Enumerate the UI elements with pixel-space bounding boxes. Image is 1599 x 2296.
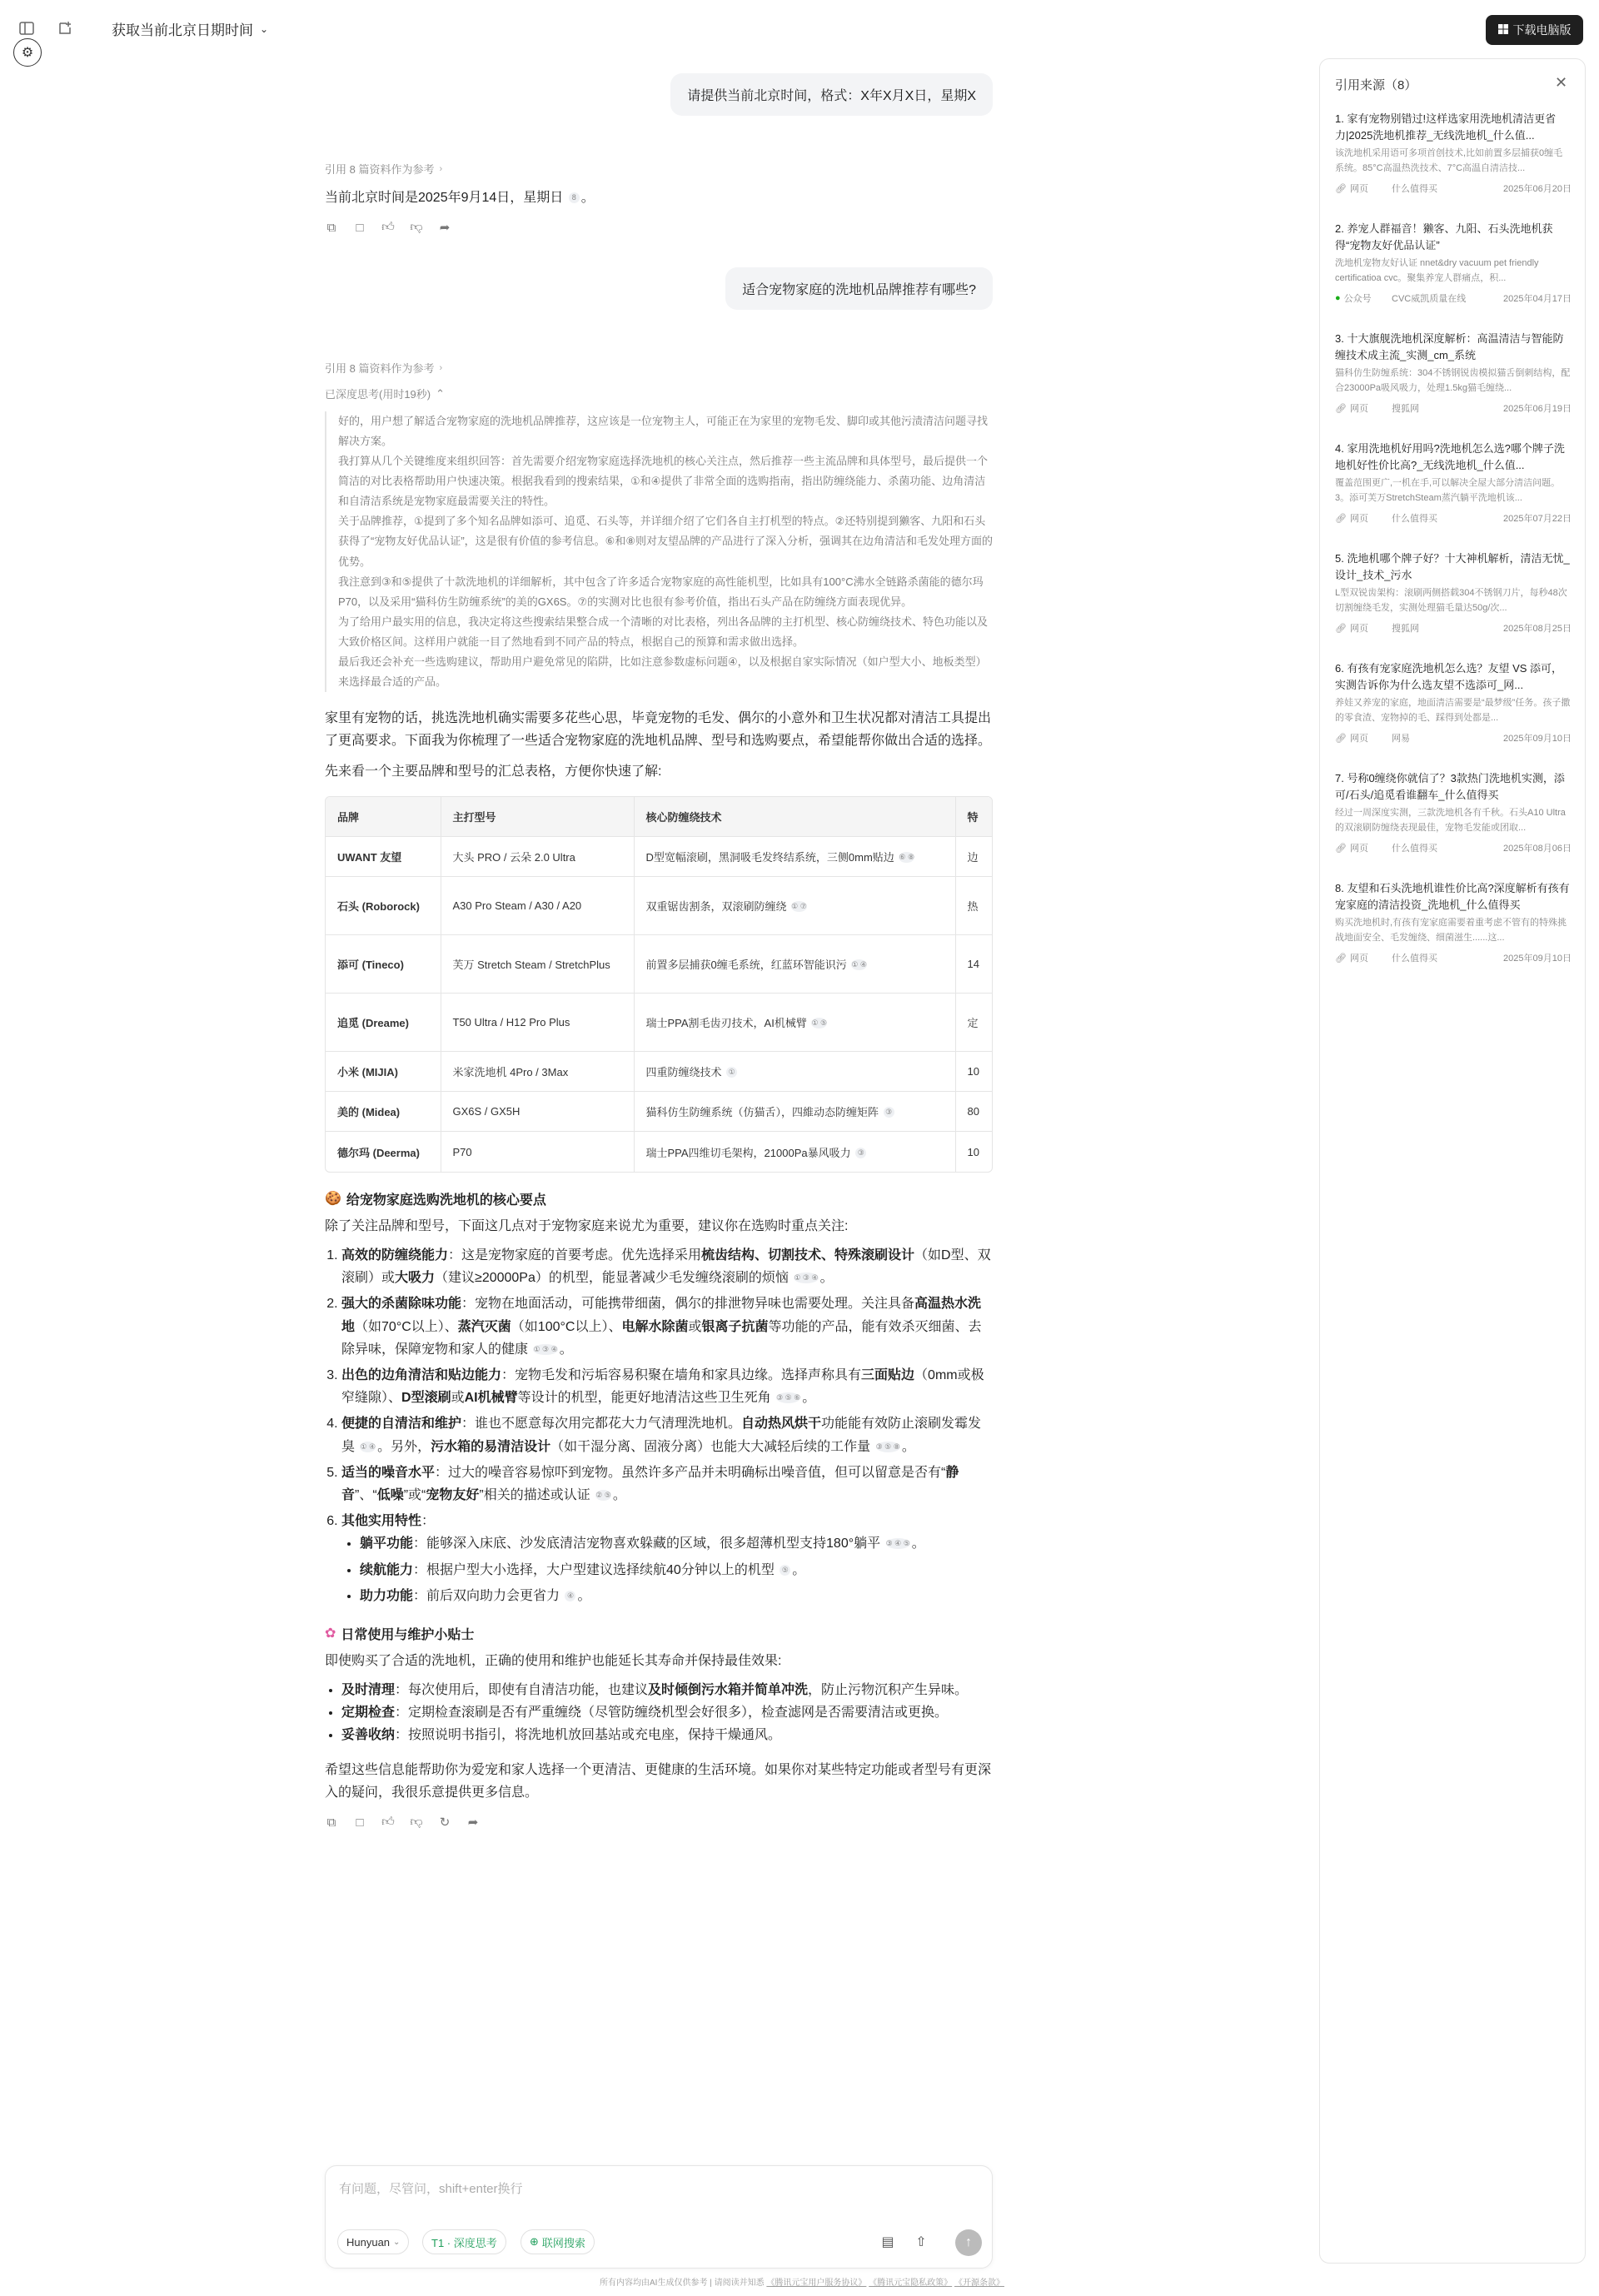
table-cell-tech <box>634 1052 955 1092</box>
citation-badge[interactable]: ③ ④ ⑤ <box>885 1539 910 1548</box>
thumbs-down-icon[interactable]: 👎︎ <box>410 220 423 235</box>
source-site: 什么值得买 <box>1392 844 1437 854</box>
sub-points-list <box>341 1532 993 1607</box>
source-item[interactable] <box>1335 880 1572 964</box>
tech-text: 四重防缠绕技术 <box>645 1066 722 1079</box>
source-desc: 经过一周深度实测，三款洗地机各有千秋。石头A10 Ultra的双滚刷防缠绕表现最佳，宠物毛发能或团取... <box>1335 808 1566 833</box>
thumbs-down-icon[interactable]: 👎︎ <box>410 1815 423 1830</box>
copy-icon[interactable]: ⧉ <box>326 220 336 235</box>
thumbs-up-icon[interactable]: 👍︎ <box>381 1815 395 1830</box>
citation-badge[interactable]: ① ⑦ <box>791 902 807 911</box>
table-row <box>326 1132 992 1172</box>
table-cell-model: 大头 PRO / 云朵 2.0 Ultra <box>441 837 634 877</box>
source-item[interactable] <box>1335 770 1572 854</box>
list-item: • 定期检查：定期检查滚刷是否有严重缠绕（尽管防缠绕机型会好很多），检查滤网是否需要清洁或更换。 <box>341 1701 993 1724</box>
link-icon: 🔗︎ <box>1335 623 1347 634</box>
source-item[interactable] <box>1335 660 1572 745</box>
chat-input-box[interactable] <box>325 2165 993 2269</box>
list-item: • 躺平功能：能够深入床底、沙发底清洁宠物喜欢躲藏的区域，很多超薄机型支持180°躺平 ③ ④ ⑤ 。 <box>360 1532 993 1555</box>
globe-icon: ⊕ <box>530 2235 539 2248</box>
link-icon: 🔗︎ <box>1335 843 1347 854</box>
citation-badge[interactable]: ⑤ <box>780 1565 790 1576</box>
source-date: 2025年06月20日 <box>1503 184 1572 194</box>
table-cell-brand: 美的 (Midea) <box>326 1092 441 1132</box>
table-cell-brand: 追觅 (Dreame) <box>326 994 441 1052</box>
source-item[interactable] <box>1335 111 1572 195</box>
model-selector[interactable] <box>337 2229 409 2254</box>
section-intro: 即使购买了合适的洗地机，正确的使用和维护也能延长其寿命并保持最佳效果: <box>325 1653 782 1668</box>
user-message-2 <box>725 267 993 310</box>
file-upload-icon[interactable]: ⇧ <box>915 2235 927 2249</box>
thinking-paragraph: 最后我还会补充一些选购建议，帮助用户避免常见的陷阱，比如注意参数虚标问题④，以及根据自家实际情况（如户型大小、地板类型）来选择最合适的产品。 <box>338 655 987 688</box>
citation-badge[interactable]: ③ ⑤ ⑧ <box>875 1442 900 1451</box>
table-row <box>326 1092 992 1132</box>
table-cell-model: 米家洗地机 4Pro / 3Max <box>441 1052 634 1092</box>
references-label-1: 引用 8 篇资料作为参考 <box>325 163 435 176</box>
section-heading-text: 给宠物家庭选购洗地机的核心要点 <box>346 1193 546 1208</box>
source-site: CVC威凯质量在线 <box>1392 294 1467 304</box>
chat-input[interactable]: 有问题，尽管问，shift+enter换行 <box>339 2182 523 2196</box>
conversation-title[interactable] <box>112 18 268 39</box>
table-cell-tech <box>634 1132 955 1172</box>
sources-panel <box>1319 58 1586 2264</box>
footer-disclaimer <box>600 2275 1004 2288</box>
source-meta <box>1335 951 1572 964</box>
citation-badge[interactable]: ② ⑤ <box>595 1490 611 1499</box>
list-item: 2. 强大的杀菌除味功能：宠物在地面活动，可能携带细菌，偶尔的排泄物异味也需要处理。关注具备高温热水洗地（如70°C以上）、蒸汽灭菌（如100°C以上）、电解水除菌或银离子抗菌等功能的产品，能有效杀灭细菌、去除异味，保障宠物和家人的健康 ① ③ ④ 。 <box>341 1292 993 1361</box>
source-meta <box>1335 182 1572 195</box>
footer-text: 所有内容均由AI生成仅供参考 | 请阅读并知悉 <box>600 2279 765 2288</box>
table-cell-tech <box>634 877 955 935</box>
citation-badge[interactable]: ③ <box>884 1107 894 1118</box>
table-cell-tech <box>634 994 955 1052</box>
user-message-2-text: 适合宠物家庭的洗地机品牌推荐有哪些? <box>742 283 976 298</box>
tech-text: D型宽幅滚刷，黑洞吸毛发终结系统，三侧0mm贴边 <box>645 851 894 864</box>
source-meta <box>1335 731 1572 745</box>
list-item: 6. 其他实用特性： • 躺平功能：能够深入床底、沙发底清洁宠物喜欢躲藏的区域，很多超薄机型支持180°躺平 ③ ④ ⑤ 。 • 续航能力：根据户型大小选择，大户型建议选择续航40分钟以上的机型 ⑤ 。 • 助力功能：前后双向助力会更省力 ④ 。 <box>341 1510 993 1607</box>
table-cell-brand: 小米 (MIJIA) <box>326 1052 441 1092</box>
brand-comparison-table <box>325 796 993 1173</box>
source-type: 网页 <box>1349 734 1368 744</box>
source-desc: 养娃又养宠的家庭，地面清洁需要是“最梦级”任务。孩子撒的零食渣、宠物掉的毛、踩得到处都是... <box>1335 698 1571 723</box>
chevron-right-icon: › <box>439 362 443 373</box>
table-cell-model: A30 Pro Steam / A30 / A20 <box>441 877 634 935</box>
chevron-down-icon: ⌄ <box>393 2237 401 2247</box>
download-desktop-button[interactable] <box>1486 15 1583 45</box>
source-site: 搜狐网 <box>1392 624 1419 634</box>
source-title: 7. 号称0缠绕你就信了？3款热门洗地机实测，添可/石头/追觅看谁翻车_什么值得买 <box>1335 772 1565 801</box>
arrow-up-icon: ↑ <box>965 2235 972 2249</box>
source-date: 2025年08月25日 <box>1503 624 1572 634</box>
thinking-content <box>325 411 993 692</box>
table-cell-extra: 10 <box>955 1132 992 1172</box>
assistant-message-2 <box>325 360 993 1829</box>
source-title: 8. 友望和石头洗地机谁性价比高?深度解析有孩有宠家庭的清洁投资_洗地机_什么值得买 <box>1335 882 1570 911</box>
closing-text: 希望这些信息能帮助你为爱宠和家人选择一个更清洁、更健康的生活环境。如果你对某些特定功能或者型号有更深入的疑问，我很乐意提供更多信息。 <box>325 1762 992 1800</box>
source-item[interactable] <box>1335 331 1572 415</box>
tech-text: 瑞士PPA四维切毛架构，21000Pa暴风吸力 <box>645 1146 851 1159</box>
source-title: 1. 家有宠物别错过!这样选家用洗地机清洁更省力|2025洗地机推荐_无线洗地机_什么值... <box>1335 112 1557 142</box>
table-row <box>326 877 992 935</box>
conversation-title-text: 获取当前北京日期时间 <box>112 22 253 38</box>
answer-1-text: 当前北京时间是2025年9月14日，星期日 8 。 <box>325 191 595 205</box>
table-cell-extra: 14 <box>955 935 992 994</box>
table-cell-brand: 石头 (Roborock) <box>326 877 441 935</box>
deep-thinking-toggle-button[interactable] <box>422 2229 506 2254</box>
regenerate-icon[interactable]: ↻ <box>439 1815 451 1830</box>
share-icon[interactable]: ➦ <box>467 1815 479 1830</box>
answer-1-body: 当前北京时间是2025年9月14日，星期日 <box>325 191 564 205</box>
source-type: 网页 <box>1349 844 1368 854</box>
source-title: 4. 家用洗地机好用吗?洗地机怎么选?哪个牌子洗地机好性价比高?_无线洗地机_什么值... <box>1335 442 1565 471</box>
sponge-emoji-icon: ✿ <box>325 1626 336 1641</box>
table-row <box>326 935 992 994</box>
source-desc: 猫科仿生防缠系统：304不锈钢锐齿模拟猫舌倒刺结构，配合23000Pa吸风吸力，处理1.5kg猫毛缠绕... <box>1335 368 1571 393</box>
source-site: 什么值得买 <box>1392 954 1437 964</box>
list-item: 1. 高效的防缠绕能力：这是宠物家庭的首要考虑。优先选择采用梳齿结构、切割技术、特殊滚刷设计（如D型、双滚刷）或大吸力（建议≥20000Pa）的机型，能显著减少毛发缠绕滚刷的烦恼 ① ③ ④ 。 <box>341 1244 993 1289</box>
table-cell-model: T50 Ultra / H12 Pro Plus <box>441 994 634 1052</box>
share-icon[interactable]: ➦ <box>439 221 451 236</box>
source-type: 网页 <box>1349 954 1368 964</box>
source-date: 2025年06月19日 <box>1503 404 1572 414</box>
section-heading-tips <box>325 1189 993 1208</box>
source-desc: 洗地机宠物友好认证 nnet&dry vacuum pet friendly certificatioa cvc。聚集养宠人群痛点，积... <box>1335 258 1539 283</box>
source-meta <box>1335 841 1572 854</box>
bookmark-icon[interactable]: □ <box>356 220 364 235</box>
source-desc: 该洗地机采用语可多项首创技术,比如前置多层捕获0缠毛系统。85°C高温热洗技术、7°C高温自清洁技... <box>1335 148 1563 173</box>
deep-thinking-toggle[interactable] <box>325 386 993 401</box>
open-source-link[interactable]: 《开源条款》 <box>954 2279 1004 2288</box>
wechat-icon: ● <box>1335 293 1341 303</box>
table-cell-tech <box>634 1092 955 1132</box>
citation-badge[interactable]: ③ <box>855 1148 866 1158</box>
chat-thread <box>325 73 993 1829</box>
chevron-right-icon: › <box>439 163 443 174</box>
source-type: 网页 <box>1349 624 1368 634</box>
link-icon: 🔗︎ <box>1335 513 1347 524</box>
list-item: 5. 适当的噪音水平：过大的噪音容易惊吓到宠物。虽然许多产品并未明确标出噪音值，但可以留意是否有“静音”、“低噪”或“宠物友好”相关的描述或认证 ② ⑤ 。 <box>341 1462 993 1507</box>
table-row <box>326 1052 992 1092</box>
chevron-up-icon: ⌃ <box>436 386 446 400</box>
table-cell-tech <box>634 935 955 994</box>
copy-icon[interactable]: ⧉ <box>326 1815 336 1830</box>
list-item: 4. 便捷的自清洁和维护：谁也不愿意每次用完都花大力气清理洗地机。自动热风烘干功能能有效防止滚刷发霉发臭 ① ④ 。另外，污水箱的易清洁设计（如干湿分离、固液分离）也能大大减轻后续的工作量 ③ ⑤ ⑧ 。 <box>341 1412 993 1457</box>
source-site: 什么值得买 <box>1392 514 1437 524</box>
citation-badge[interactable]: ④ <box>565 1591 575 1601</box>
download-desktop-label: 下载电脑版 <box>1512 23 1572 37</box>
message-actions-2 <box>325 1815 993 1829</box>
source-meta <box>1335 511 1572 525</box>
sidebar-toggle-icon[interactable] <box>17 18 37 38</box>
source-site: 搜狐网 <box>1392 404 1419 414</box>
terms-link[interactable]: 《腾讯元宝用户服务协议》 <box>766 2279 867 2288</box>
thinking-paragraph: 我打算从几个关键维度来组织回答：首先需要介绍宠物家庭选择洗地机的核心关注点，然后推荐一些主流品牌和具体型号，最后提供一个简洁的对比表格帮助用户快速决策。根据我看到的搜索结果，①和④提供了非常全面的选购指南，指出防缠绕能力、杀菌功能、边角清洁和自清洁系统是宠物家庭最需要关注的特性。 <box>338 455 989 508</box>
source-desc: L型双锐齿架构：滚刷两侧搭载304不锈钢刀片，每秒48次切割缠绕毛发，实测处理猫毛量达50g/次... <box>1335 588 1567 613</box>
table-cell-model: 芙万 Stretch Steam / StretchPlus <box>441 935 634 994</box>
cookie-emoji-icon: 🍪 <box>325 1192 341 1207</box>
table-header-brand: 品牌 <box>326 797 441 837</box>
link-icon: 🔗︎ <box>1335 183 1347 194</box>
list-item: • 及时清理：每次使用后，即使有自清洁功能，也建议及时倾倒污水箱并简单冲洗，防止污物沉积产生异味。 <box>341 1679 993 1701</box>
citation-badge[interactable]: ① ⑤ <box>811 1019 828 1028</box>
user-message-1-text: 请提供当前北京时间，格式：X年X月X日，星期X <box>687 89 976 103</box>
bookmark-icon[interactable]: □ <box>356 1815 364 1830</box>
thinking-paragraph: 为了给用户最实用的信息，我决定将这些搜索结果整合成一个清晰的对比表格，列出各品牌的主打机型、核心防缠绕技术、特色功能以及大致价格区间。这样用户就能一目了然地看到不同产品的特点，根据自己的预算和需求做出选择。 <box>338 615 989 648</box>
link-icon: 🔗︎ <box>1335 953 1347 964</box>
table-cell-brand: UWANT 友望 <box>326 837 441 877</box>
web-search-label: 联网搜索 <box>541 2236 585 2249</box>
table-cell-extra: 10 <box>955 1052 992 1092</box>
source-desc: 购买洗地机时,有孩有宠家庭需要着重考虑不管有的特殊挑战地面安全、毛发缠绕、细菌滋生......这... <box>1335 918 1567 943</box>
image-upload-icon[interactable]: ▤ <box>881 2235 894 2249</box>
source-title: 3. 十大旗舰洗地机深度解析：高温清洁与智能防缠技术成主流_实测_cm_系统 <box>1335 332 1564 361</box>
source-date: 2025年09月10日 <box>1503 954 1572 964</box>
references-toggle-2[interactable] <box>325 360 993 376</box>
tech-text: 瑞士PPA割毛齿刃技术，AI机械臂 <box>645 1017 807 1030</box>
new-chat-icon[interactable] <box>55 18 75 38</box>
model-label: Hunyuan <box>346 2235 391 2249</box>
list-item: • 妥善收纳：按照说明书指引，将洗地机放回基站或充电座，保持干燥通风。 <box>341 1724 993 1746</box>
top-bar <box>0 0 1599 58</box>
source-meta <box>1335 401 1572 415</box>
thinking-paragraph: 关于品牌推荐，①提到了多个知名品牌如添可、追觅、石头等，并详细介绍了它们各自主打机型的特点。②还特别提到獭客、九阳和石头获得了“宠物友好优品认证”，这是很有价值的参考信息。⑥和⑧则对友望品牌的产品进行了深入分析，强调其在边角清洁和毛发处理方面的优势。 <box>338 515 993 568</box>
source-item[interactable] <box>1335 221 1572 305</box>
link-icon: 🔗︎ <box>1335 733 1347 744</box>
sources-panel-title: 引用来源（8） <box>1335 78 1417 92</box>
citation-badge[interactable]: 8 <box>569 192 580 203</box>
source-title: 5. 洗地机哪个牌子好？十大神机解析，清洁无忧_设计_技术_污水 <box>1335 552 1570 581</box>
citation-badge[interactable]: ① ④ <box>851 960 867 969</box>
citation-badge[interactable]: ① ④ <box>360 1442 376 1451</box>
source-date: 2025年07月22日 <box>1503 514 1572 524</box>
references-toggle-1[interactable] <box>325 161 993 177</box>
privacy-link[interactable]: 《腾讯元宝隐私政策》 <box>869 2279 953 2288</box>
assistant-message-1 <box>325 161 993 234</box>
table-cell-extra: 定 <box>955 994 992 1052</box>
table-intro: 先来看一个主要品牌和型号的汇总表格，方便你快速了解: <box>325 765 662 779</box>
section-heading-maintenance <box>325 1624 993 1643</box>
thinking-paragraph: 我注意到③和⑤提供了十款洗地机的详细解析，其中包含了许多适合宠物家庭的高性能机型，比如具有100°C沸水全链路杀菌能的德尔玛P70，以及采用“猫科仿生防缠系统”的美的GX6S。⑦的实测对比也很有参考价值，指出石头产品在防缠绕方面表现优异。 <box>338 575 984 608</box>
table-row <box>326 837 992 877</box>
deep-thinking-button-label: T1 · 深度思考 <box>431 2236 497 2249</box>
source-type: 公众号 <box>1343 294 1372 304</box>
link-icon: 🔗︎ <box>1335 403 1347 414</box>
windows-icon <box>1498 23 1508 37</box>
tech-text: 前置多层捕获0缠毛系统，红蓝环智能识污 <box>645 959 847 972</box>
table-cell-extra: 80 <box>955 1092 992 1132</box>
source-date: 2025年04月17日 <box>1503 294 1572 304</box>
citation-badge[interactable]: ③ ⑤ ⑥ <box>776 1393 801 1402</box>
references-label-2: 引用 8 篇资料作为参考 <box>325 362 435 376</box>
source-site: 网易 <box>1392 734 1410 744</box>
settings-gear-icon[interactable]: ⚙ <box>13 38 42 67</box>
section-heading-text: 日常使用与维护小贴士 <box>341 1627 475 1642</box>
tech-text: 猫科仿生防缠系统（仿猫舌），四維动态防缠矩阵 <box>645 1106 879 1119</box>
table-cell-model: P70 <box>441 1132 634 1172</box>
citation-badge[interactable]: ① <box>726 1067 737 1078</box>
source-date: 2025年09月10日 <box>1503 734 1572 744</box>
table-header-tech: 核心防缠绕技术 <box>634 797 955 837</box>
list-item: 3. 出色的边角清洁和贴边能力：宠物毛发和污垢容易积聚在墙角和家具边缘。选择声称具有三面贴边（0mm或极窄缝隙）、D型滚刷或AI机械臂等设计的机型，能更好地清洁这些卫生死角 ③ ⑤ ⑥ 。 <box>341 1364 993 1409</box>
source-item[interactable] <box>1335 441 1572 525</box>
table-cell-brand: 添可 (Tineco) <box>326 935 441 994</box>
source-type: 网页 <box>1349 514 1368 524</box>
thumbs-up-icon[interactable]: 👍︎ <box>381 220 395 235</box>
source-meta <box>1335 291 1572 305</box>
key-points-list <box>325 1244 993 1607</box>
table-row <box>326 994 992 1052</box>
source-meta <box>1335 621 1572 635</box>
tips-list <box>325 1679 993 1747</box>
source-title: 2. 养宠人群福音！獭客、九阳、石头洗地机获得“宠物友好优品认证” <box>1335 222 1553 252</box>
source-desc: 覆盖范围更广,一机在手,可以解决全屋大部分清洁问题。3。添可芙万StretchSteam蒸汽躺平洗地机该... <box>1335 478 1561 503</box>
citation-badge[interactable]: ⑥ ⑧ <box>899 853 915 862</box>
table-cell-tech <box>634 837 955 877</box>
user-message-1 <box>670 73 993 116</box>
message-actions-1 <box>325 221 993 234</box>
list-item: • 续航能力：根据户型大小选择，大户型建议选择续航40分钟以上的机型 ⑤ 。 <box>360 1559 993 1581</box>
citation-badge[interactable]: ① ③ ④ <box>794 1273 819 1282</box>
list-item: • 助力功能：前后双向助力会更省力 ④ 。 <box>360 1585 993 1607</box>
table-header-model: 主打型号 <box>441 797 634 837</box>
close-icon[interactable]: ✕ <box>1555 74 1568 91</box>
source-title: 6. 有孩有宠家庭洗地机怎么选？友望 VS 添可，实测告诉你为什么选友望不选添可_网... <box>1335 662 1563 691</box>
web-search-toggle-button[interactable] <box>521 2229 595 2254</box>
section-intro: 除了关注品牌和型号，下面这几点对于宠物家庭来说尤为重要，建议你在选购时重点关注: <box>325 1218 849 1233</box>
tech-text: 双重锯齿割条，双滚刷防缠绕 <box>645 900 787 914</box>
citation-badge[interactable]: ① ③ ④ <box>533 1344 558 1353</box>
chevron-down-icon: ⌄ <box>260 22 269 35</box>
table-header-row <box>326 797 992 837</box>
table-cell-model: GX6S / GX5H <box>441 1092 634 1132</box>
source-date: 2025年08月06日 <box>1503 844 1572 854</box>
source-item[interactable] <box>1335 550 1572 635</box>
source-type: 网页 <box>1349 404 1368 414</box>
table-header-extra: 特 <box>955 797 992 837</box>
deep-thinking-label: 已深度思考(用时19秒) <box>325 388 431 401</box>
answer-intro: 家里有宠物的话，挑选洗地机确实需要多花些心思，毕竟宠物的毛发、偶尔的小意外和卫生状况都对清洁工具提出了更高要求。下面我为你梳理了一些适合宠物家庭的洗地机品牌、型号和选购要点，希望能帮你做出合适的选择。 <box>325 710 992 749</box>
table-cell-brand: 德尔玛 (Deerma) <box>326 1132 441 1172</box>
send-button[interactable] <box>955 2229 982 2256</box>
source-type: 网页 <box>1349 184 1368 194</box>
thinking-paragraph: 好的，用户想了解适合宠物家庭的洗地机品牌推荐，这应该是一位宠物主人，可能正在为家里的宠物毛发、脚印或其他污渍清洁问题寻找解决方案。 <box>338 415 989 448</box>
table-cell-extra: 热 <box>955 877 992 935</box>
source-site: 什么值得买 <box>1392 184 1437 194</box>
table-cell-extra: 边 <box>955 837 992 877</box>
